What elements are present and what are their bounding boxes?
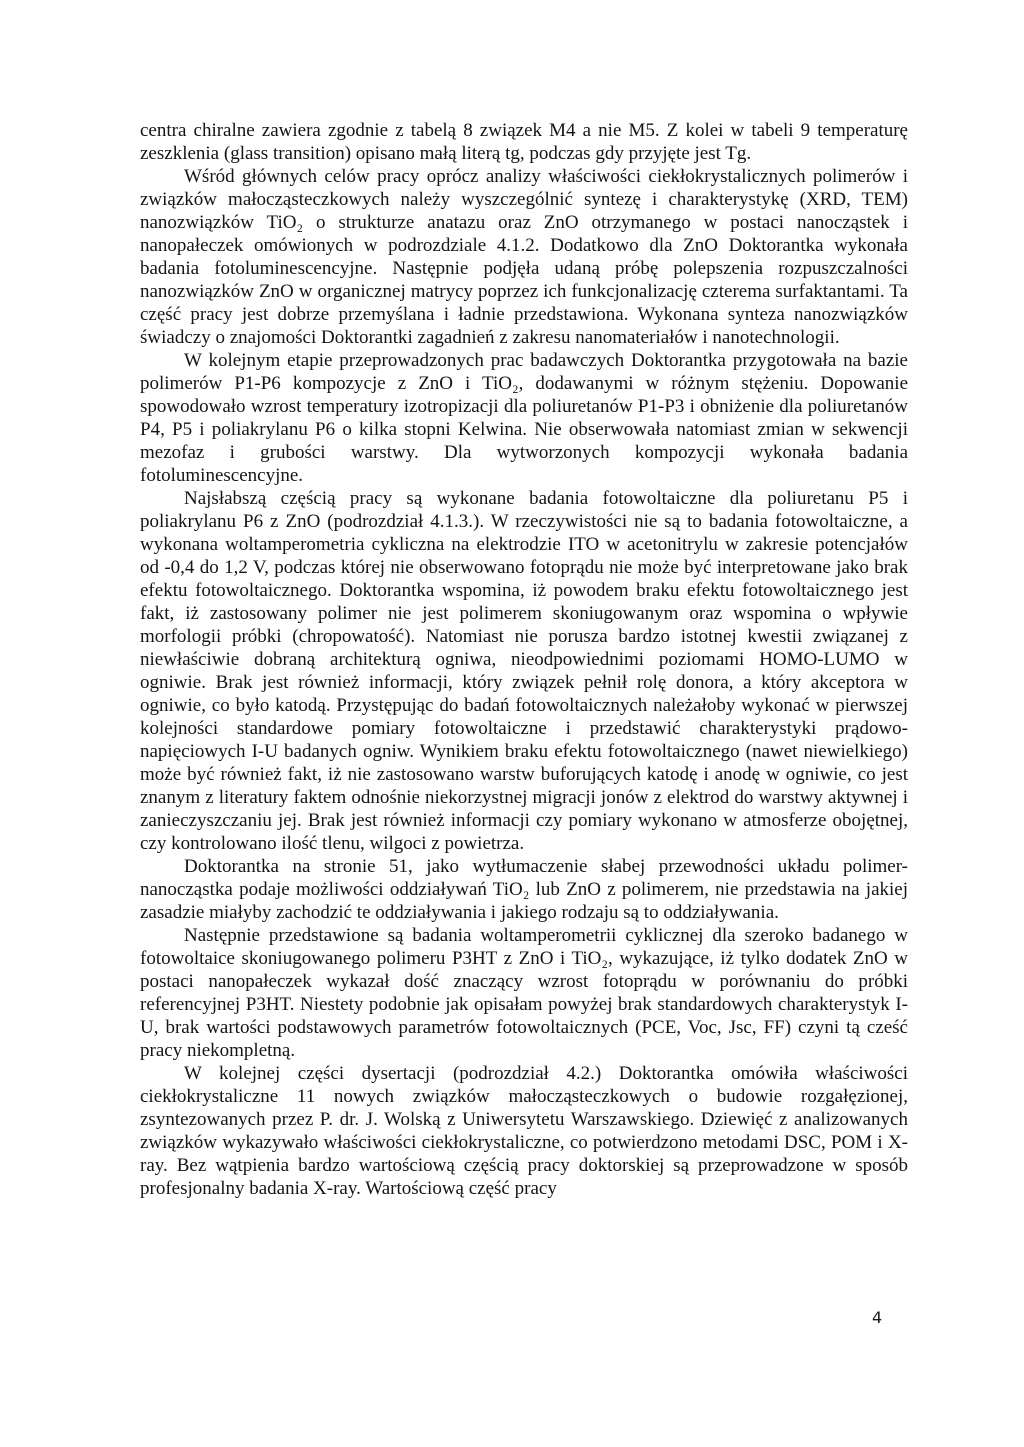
body-text <box>140 119 908 1200</box>
paragraph-4: Najsłabszą częścią pracy są wykonane badania fotowoltaiczne dla poliuretanu P5 i poliakrylanu P6 z ZnO (podrozdział 4.1.3.). W rzeczywistości nie są to badania fotowoltaiczne, a wykonana woltamperometria cykliczna na elektrodzie ITO w acetonitrylu w zakresie potencjałów od -0,4 do 1,2 V, podczas której nie obserwowano fotoprądu nie może być interpretowane jako brak efektu fotowoltaicznego. Doktorantka wspomina, iż powodem braku efektu fotowoltaicznego jest fakt, iż zastosowany polimer nie jest polimerem skoniugowanym oraz wspomina o wpływie morfologii próbki (chropowatość). Natomiast nie porusza bardzo istotnej kwestii związanej z niewłaściwie dobraną architekturą ogniwa, nieodpowiednimi poziomami HOMO-LUMO w ogniwie. Brak jest również informacji, który związek pełnił rolę donora, a który akceptora w ogniwie, co było katodą. Przystępując do badań fotowoltaicznych należałoby wykonać w pierwszej kolejności standardowe pomiary fotowoltaiczne i przedstawić charakterystyki prądowo-napięciowych I-U badanych ogniw. Wynikiem braku efektu fotowoltaicznego (nawet niewielkiego) może być również fakt, iż nie zastosowano warstw buforujących katodę i anodę w ogniwie, co jest znanym z literatury faktem odnośnie niekorzystnej migracji jonów z elektrod do warstwy aktywnej i zanieczyszczaniu jej. Brak jest również informacji czy pomiary wykonano w atmosferze obojętnej, czy kontrolowano ilość tlenu, wilgoci z powietrza. <box>140 488 908 854</box>
paragraph-1: centra chiralne zawiera zgodnie z tabelą 8 związek M4 a nie M5. Z kolei w tabeli 9 temperaturę zeszklenia (glass transition) opisano małą literą tg, podczas gdy przyjęte jest Tg. <box>140 120 908 164</box>
paragraph-7: W kolejnej części dysertacji (podrozdział 4.2.) Doktorantka omówiła właściwości ciekłokrystaliczne 11 nowych związków małocząsteczkowych o budowie rozgałęzionej, zsyntezowanych przez P. dr. J. Wolską z Uniwersytetu Warszawskiego. Dziewięć z analizowanych związków wykazywało właściwości ciekłokrystaliczne, co potwierdzono metodami DSC, POM i X-ray. Bez wątpienia bardzo wartościową częścią pracy doktorskiej są przeprowadzone w sposób profesjonalny badania X-ray. Wartościową część pracy <box>140 1063 908 1199</box>
page-number: 4 <box>872 1308 883 1327</box>
paragraph-6: Następnie przedstawione są badania woltamperometrii cyklicznej dla szeroko badanego w fotowoltaice skoniugowanego polimeru P3HT z ZnO i TiO₂, wykazujące, iż tylko dodatek ZnO w postaci nanopałeczek wykazał dość znaczący wzrost fotoprądu w porównaniu do próbki referencyjnej P3HT. Niestety podobnie jak opisałam powyżej brak standardowych charakterystyk I-U, brak wartości podstawowych parametrów fotowoltaicznych (PCE, Voc, Jsc, FF) czyni tą cześć pracy niekompletną. <box>140 925 908 1061</box>
paragraph-5: Doktorantka na stronie 51, jako wytłumaczenie słabej przewodności układu polimer-nanocząstka podaje możliwości oddziaływań TiO₂ lub ZnO z polimerem, nie przedstawia na jakiej zasadzie miałyby zachodzić te oddziaływania i jakiego rodzaju są to oddziaływania. <box>140 856 908 923</box>
paragraph-3: W kolejnym etapie przeprowadzonych prac badawczych Doktorantka przygotowała na bazie polimerów P1-P6 kompozycje z ZnO i TiO₂, dodawanymi w różnym stężeniu. Dopowanie spowodowało wzrost temperatury izotropizacji dla poliuretanów P1-P3 i obniżenie dla poliuretanów P4, P5 i poliakrylanu P6 o kilka stopni Kelwina. Nie obserwowała natomiast zmian w sekwencji mezofaz i grubości warstwy. Dla wytworzonych kompozycji wykonała badania fotoluminescencyjne. <box>140 350 908 486</box>
paragraph-2: Wśród głównych celów pracy oprócz analizy właściwości ciekłokrystalicznych polimerów i związków małocząsteczkowych należy wyszczególnić syntezę i charakterystykę (XRD, TEM) nanozwiązków TiO₂ o strukturze anatazu oraz ZnO otrzymanego w postaci nanocząstek i nanopałeczek omówionych w podrozdziale 4.1.2. Dodatkowo dla ZnO Doktorantka wykonała badania fotoluminescencyjne. Następnie podjęła udaną próbę polepszenia rozpuszczalności nanozwiązków ZnO w organicznej matrycy poprzez ich funkcjonalizację czterema surfaktantami. Ta część pracy jest dobrze przemyślana i ładnie przedstawiona. Wykonana synteza nanozwiązków świadczy o znajomości Doktorantki zagadnień z zakresu nanomateriałów i nanotechnologii. <box>140 166 908 348</box>
